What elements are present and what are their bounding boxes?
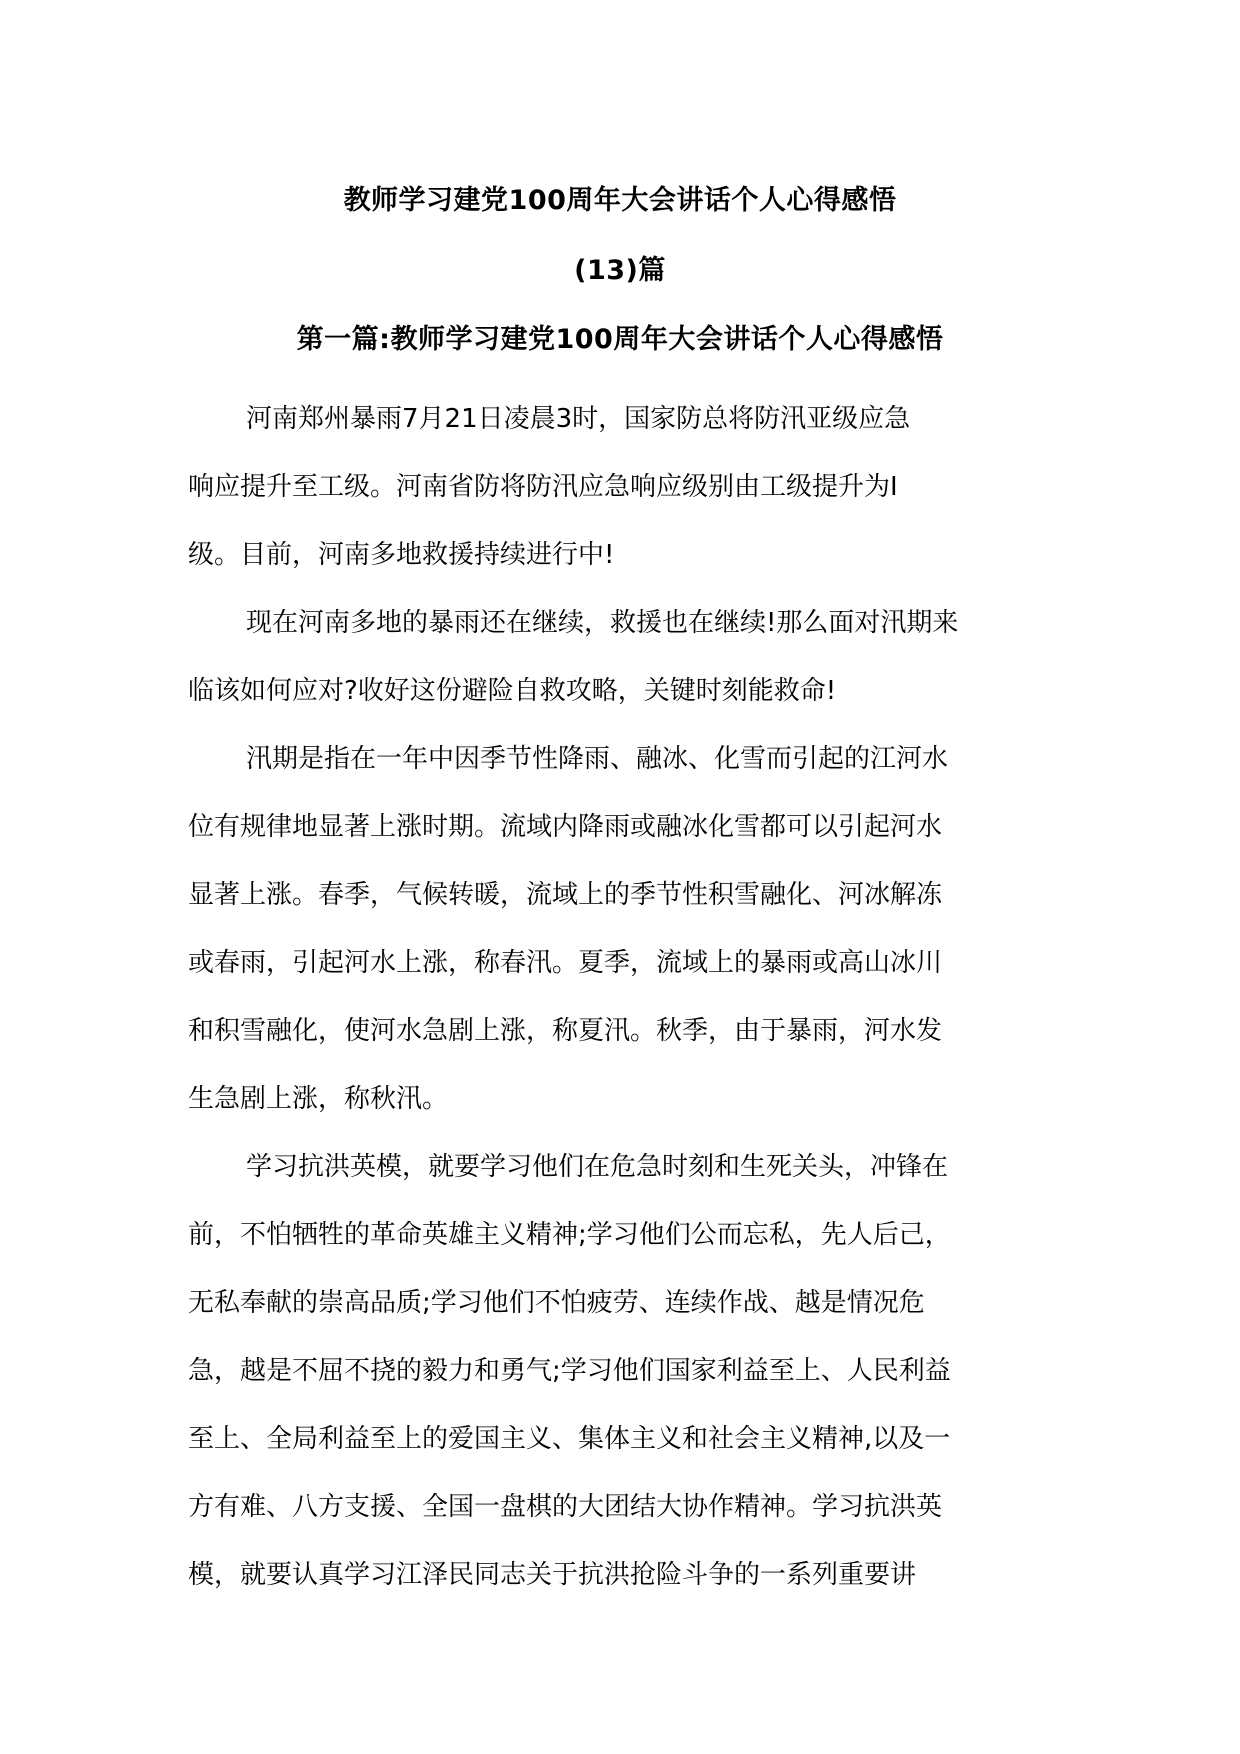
section-title: 第一篇:教师学习建党100周年大会讲话个人心得感悟 xyxy=(296,324,944,355)
document-title: 教师学习建党100周年大会讲话个人心得感悟 xyxy=(343,185,897,216)
paragraph-line: 现在河南多地的暴雨还在继续，救援也在继续!那么面对汛期来 xyxy=(246,608,959,638)
paragraph-line: 方有难、八方支援、全国一盘棋的大团结大协作精神。学习抗洪英 xyxy=(188,1492,943,1522)
paragraph-line: 学习抗洪英模，就要学习他们在危急时刻和生死关头，冲锋在 xyxy=(246,1152,949,1182)
paragraph-line: 模，就要认真学习江泽民同志关于抗洪抢险斗争的一系列重要讲 xyxy=(188,1560,917,1590)
paragraph-line: 河南郑州暴雨7月21日凌晨3时，国家防总将防汛亚级应急 xyxy=(246,404,911,434)
paragraph-line: 位有规律地显著上涨时期。流域内降雨或融冰化雪都可以引起河水 xyxy=(188,812,943,842)
paragraph-line: 急，越是不屈不挠的毅力和勇气;学习他们国家利益至上、人民利益 xyxy=(188,1356,951,1386)
paragraph-line: 生急剧上涨，称秋汛。 xyxy=(188,1084,449,1114)
paragraph-line: 临该如何应对?收好这份避险自救攻略，关键时刻能救命! xyxy=(188,676,837,706)
document-title-count: (13)篇 xyxy=(574,255,666,286)
paragraph-line: 级。目前，河南多地救援持续进行中! xyxy=(188,540,615,570)
paragraph-line: 响应提升至工级。河南省防将防汛应急响应级别由工级提升为I xyxy=(188,472,898,502)
paragraph-line: 或春雨，引起河水上涨，称春汛。夏季，流域上的暴雨或高山冰川 xyxy=(188,948,943,978)
paragraph-line: 显著上涨。春季，气候转暖，流域上的季节性积雪融化、河冰解冻 xyxy=(188,880,943,910)
paragraph-line: 前，不怕牺牲的革命英雄主义精神;学习他们公而忘私，先人后己， xyxy=(188,1220,951,1250)
paragraph-line: 汛期是指在一年中因季节性降雨、融冰、化雪而引起的江河水 xyxy=(246,744,949,774)
paragraph-line: 至上、全局利益至上的爱国主义、集体主义和社会主义精神,以及一 xyxy=(188,1424,951,1454)
paragraph-line: 和积雪融化，使河水急剧上涨，称夏汛。秋季，由于暴雨，河水发 xyxy=(188,1016,943,1046)
body-text xyxy=(188,385,1048,1609)
paragraph-line: 无私奉献的崇高品质;学习他们不怕疲劳、连续作战、越是情况危 xyxy=(188,1288,925,1318)
